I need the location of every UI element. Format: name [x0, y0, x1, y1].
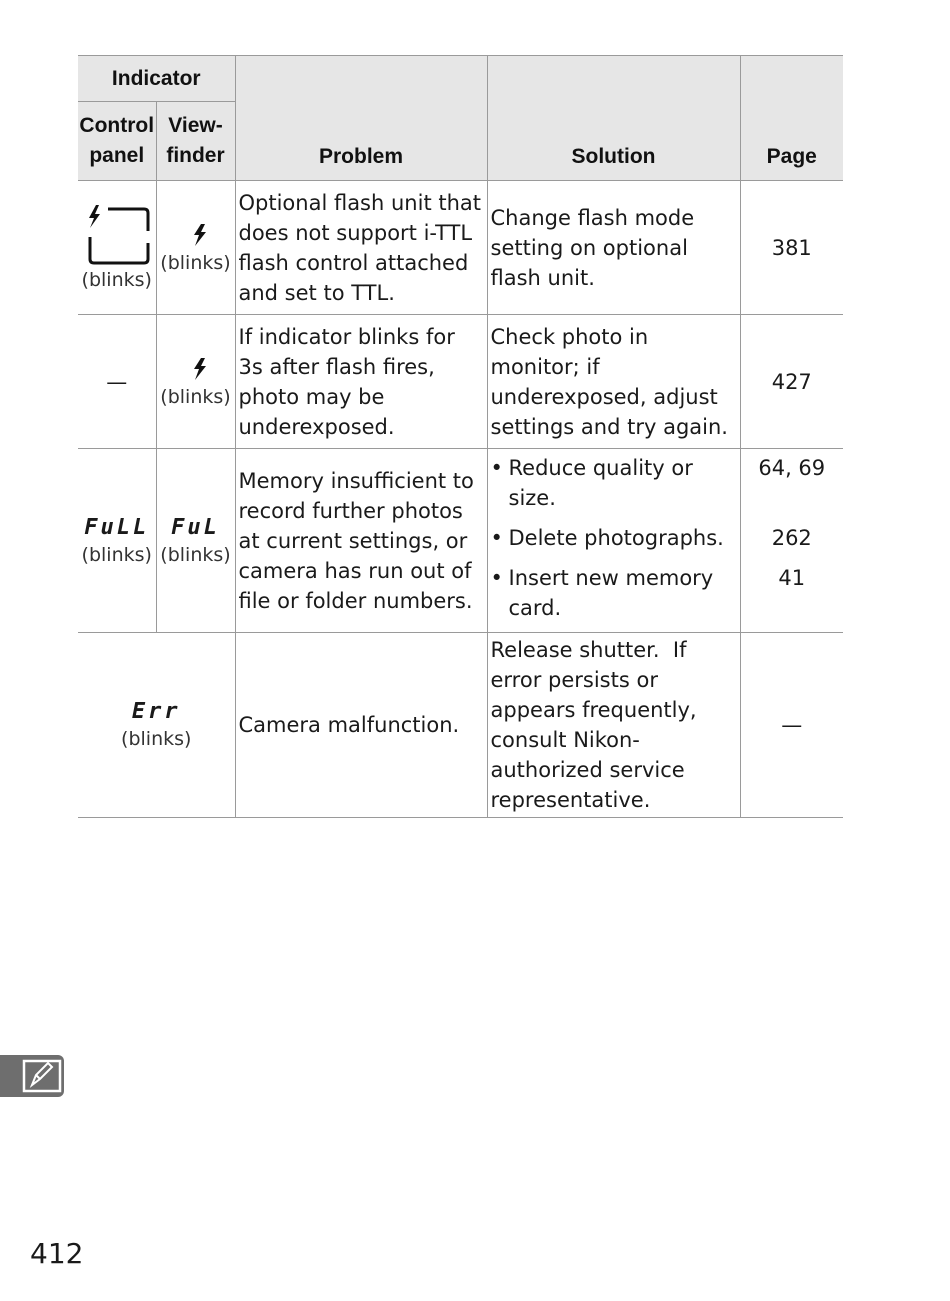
header-solution: Solution: [487, 56, 740, 181]
problem-cell: Camera malfunction.: [235, 633, 487, 818]
blinks-note: (blinks): [160, 385, 231, 408]
list-item: • Reduce quality or size.: [491, 453, 737, 513]
troubleshooting-tab-icon: [0, 1055, 64, 1097]
viewfinder-cell: [156, 449, 235, 633]
flash-icon: [160, 354, 239, 384]
page-reference: 64, 69: [758, 456, 826, 480]
solution-cell: [487, 449, 740, 633]
table-row: [78, 449, 843, 633]
problem-cell: Optional flash unit that does not support i-TTL flash control attached and set to TTL.: [235, 181, 487, 315]
lcd-display-text: Err: [131, 699, 181, 724]
lcd-display-text: FuLL: [84, 514, 150, 540]
page-number: 412: [30, 1237, 84, 1270]
problem-cell: If indicator blinks for 3s after flash fires, photo may be underexposed.: [235, 315, 487, 449]
blinks-note: (blinks): [81, 543, 152, 566]
solution-cell: Release shutter. If error persists or appears frequently, consult Nikon-authorized service representative.: [487, 633, 740, 818]
chapter-tab: [0, 1055, 64, 1097]
page-cell: 427: [740, 315, 843, 449]
page-cell: —: [740, 633, 843, 818]
list-item: • Delete photographs.: [491, 523, 737, 553]
header-control-panel: [78, 102, 156, 181]
control-panel-cell: —: [78, 315, 156, 449]
header-control-panel-label: Control panel: [79, 114, 155, 167]
blinks-note: (blinks): [160, 543, 231, 566]
page-reference: 262: [771, 526, 812, 550]
flash-icon: [160, 220, 239, 250]
blinks-note: (blinks): [81, 268, 152, 291]
indicator-cell: [78, 633, 235, 818]
solution-list: [491, 453, 737, 623]
blinks-note: (blinks): [160, 251, 231, 274]
control-panel-cell: [78, 449, 156, 633]
list-item: • Insert new memory card.: [491, 563, 737, 623]
table-row: [78, 181, 843, 315]
header-viewfinder-label: View-finder: [166, 114, 225, 167]
page-cell: 381: [740, 181, 843, 315]
blinks-note: (blinks): [121, 728, 192, 750]
troubleshooting-table: [78, 55, 843, 818]
header-viewfinder: [156, 102, 235, 181]
viewfinder-cell: [156, 315, 235, 449]
table-row: [78, 633, 843, 818]
solution-cell: Check photo in monitor; if underexposed, adjust settings and try again.: [487, 315, 740, 449]
solution-cell: Change flash mode setting on optional flash unit.: [487, 181, 740, 315]
problem-cell: Memory insufficient to record further photos at current settings, or camera has run out of file or folder numbers.: [235, 449, 487, 633]
page-cell: [740, 449, 843, 633]
table-row: [78, 315, 843, 449]
header-page: Page: [740, 56, 843, 181]
page-reference: 41: [778, 566, 806, 590]
header-indicator: Indicator: [78, 56, 235, 102]
header-problem: Problem: [235, 56, 487, 181]
flash-bracket-icon: [82, 203, 152, 267]
control-panel-cell: [78, 181, 156, 315]
lcd-display-text: FuL: [171, 514, 220, 540]
viewfinder-cell: [156, 181, 235, 315]
